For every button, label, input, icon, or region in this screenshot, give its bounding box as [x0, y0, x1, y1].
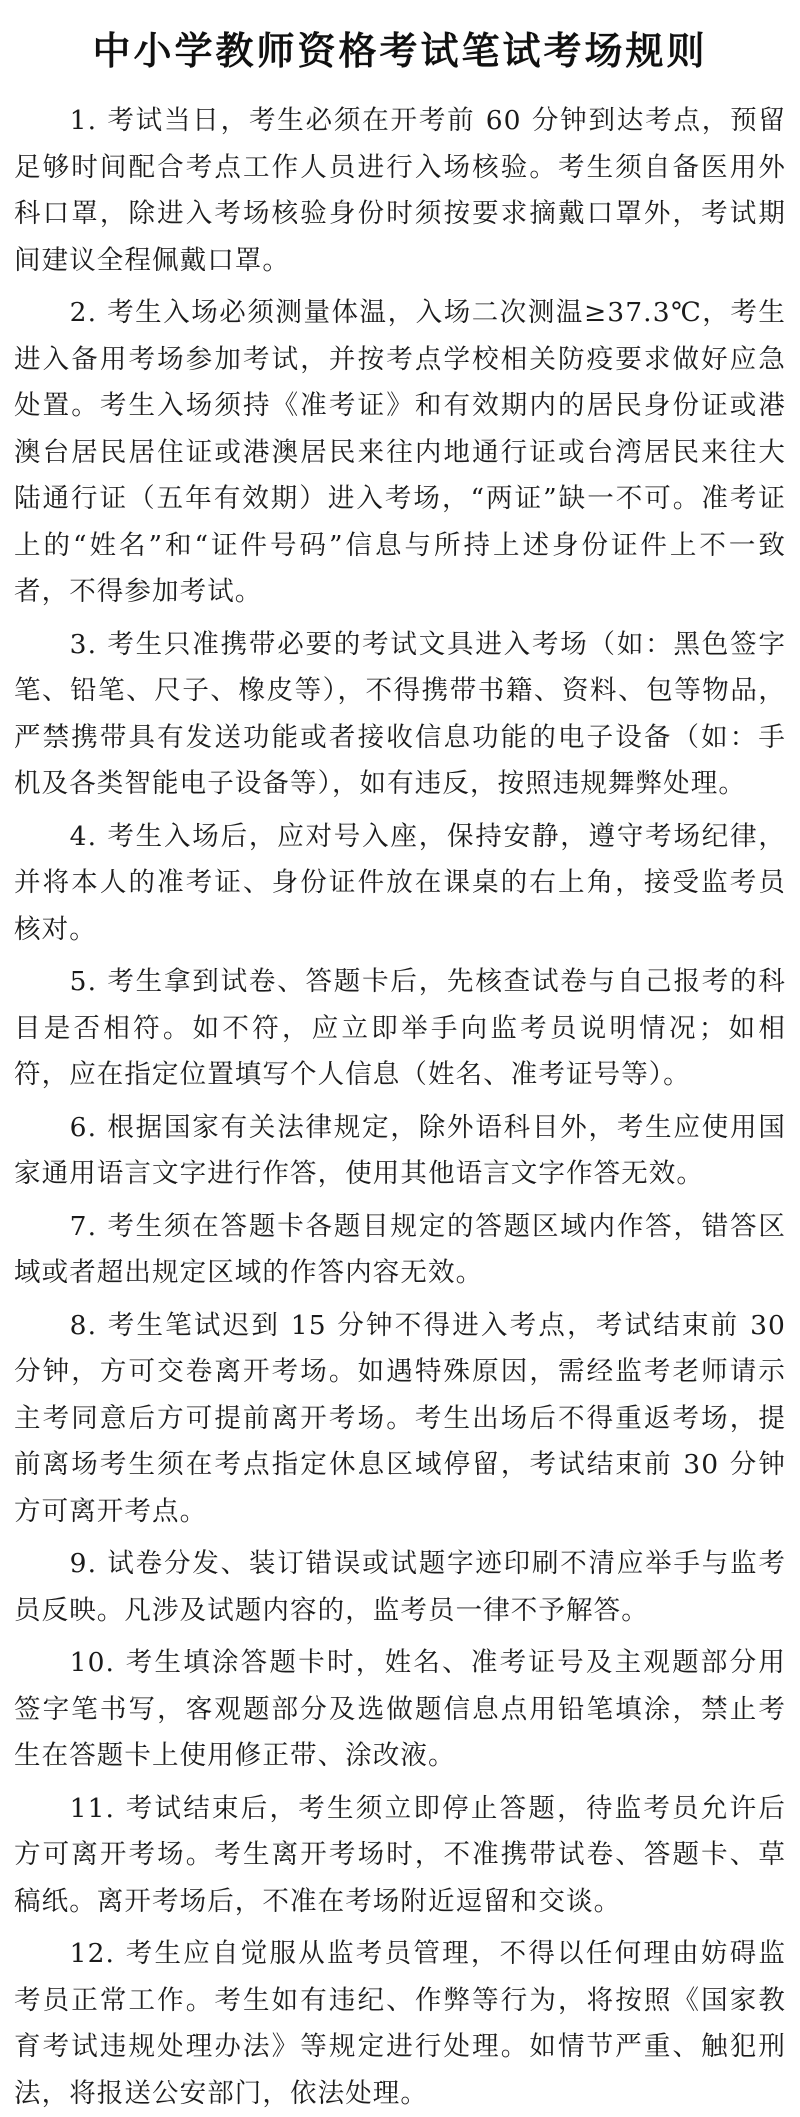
rule-paragraph-5: 5. 考生拿到试卷、答题卡后，先核查试卷与自己报考的科目是否相符。如不符，应立即举手向监考员说明情况；如相符，应在指定位置填写个人信息（姓名、准考证号等）。	[14, 966, 786, 1090]
rule-paragraph-3: 3. 考生只准携带必要的考试文具进入考场（如：黑色签字笔、铅笔、尺子、橡皮等），不得携带书籍、资料、包等物品，严禁携带具有发送功能或者接收信息功能的电子设备（如：手机及各类智能电子设备等），如有违反，按照违规舞弊处理。	[14, 628, 786, 799]
rule-paragraph-8: 8. 考生笔试迟到 15 分钟不得进入考点，考试结束前 30 分钟，方可交卷离开考场。如遇特殊原因，需经监考老师请示主考同意后方可提前离开考场。考生出场后不得重返考场，提前离场考生须在考点指定休息区域停留，考试结束前 30 分钟方可离开考点。	[14, 1309, 786, 1527]
rule-paragraph-4: 4. 考生入场后，应对号入座，保持安静，遵守考场纪律，并将本人的准考证、身份证件放在课桌的右上角，接受监考员核对。	[14, 820, 786, 945]
rule-paragraph-11: 11. 考试结束后，考生须立即停止答题，待监考员允许后方可离开考场。考生离开考场时，不准携带试卷、答题卡、草稿纸。离开考场后，不准在考场附近逗留和交谈。	[14, 1792, 786, 1917]
rule-paragraph-12: 12. 考生应自觉服从监考员管理，不得以任何理由妨碍监考员正常工作。考生如有违纪、作弊等行为，将按照《国家教育考试违规处理办法》等规定进行处理。如情节严重、触犯刑法，将报送公安部门，依法处理。	[14, 1938, 786, 2109]
document-title: 中小学教师资格考试笔试考场规则	[92, 28, 708, 73]
rule-paragraph-7: 7. 考生须在答题卡各题目规定的答题区域内作答，错答区域或者超出规定区域的作答内容无效。	[14, 1210, 786, 1288]
rule-paragraph-10: 10. 考生填涂答题卡时，姓名、准考证号及主观题部分用签字笔书写，客观题部分及选做题信息点用铅笔填涂，禁止考生在答题卡上使用修正带、涂改液。	[14, 1647, 786, 1771]
rule-paragraph-6: 6. 根据国家有关法律规定，除外语科目外，考生应使用国家通用语言文字进行作答，使用其他语言文字作答无效。	[14, 1111, 786, 1189]
rule-paragraph-1: 1. 考试当日，考生必须在开考前 60 分钟到达考点，预留足够时间配合考点工作人员进行入场核验。考生须自备医用外科口罩，除进入考场核验身份时须按要求摘戴口罩外，考试期间建议全程佩戴口罩。	[14, 105, 786, 276]
rule-paragraph-9: 9. 试卷分发、装订错误或试题字迹印刷不清应举手与监考员反映。凡涉及试题内容的，监考员一律不予解答。	[14, 1548, 786, 1626]
rule-paragraph-2: 2. 考生入场必须测量体温，入场二次测温≥37.3℃，考生进入备用考场参加考试，并按考点学校相关防疫要求做好应急处置。考生入场须持《准考证》和有效期内的居民身份证或港澳台居民居住证或港澳居民来往内地通行证或台湾居民来往大陆通行证（五年有效期）进入考场，“两证”缺一不可。准考证上的“姓名”和“证件号码”信息与所持上述身份证件上不一致者，不得参加考试。	[14, 297, 786, 607]
